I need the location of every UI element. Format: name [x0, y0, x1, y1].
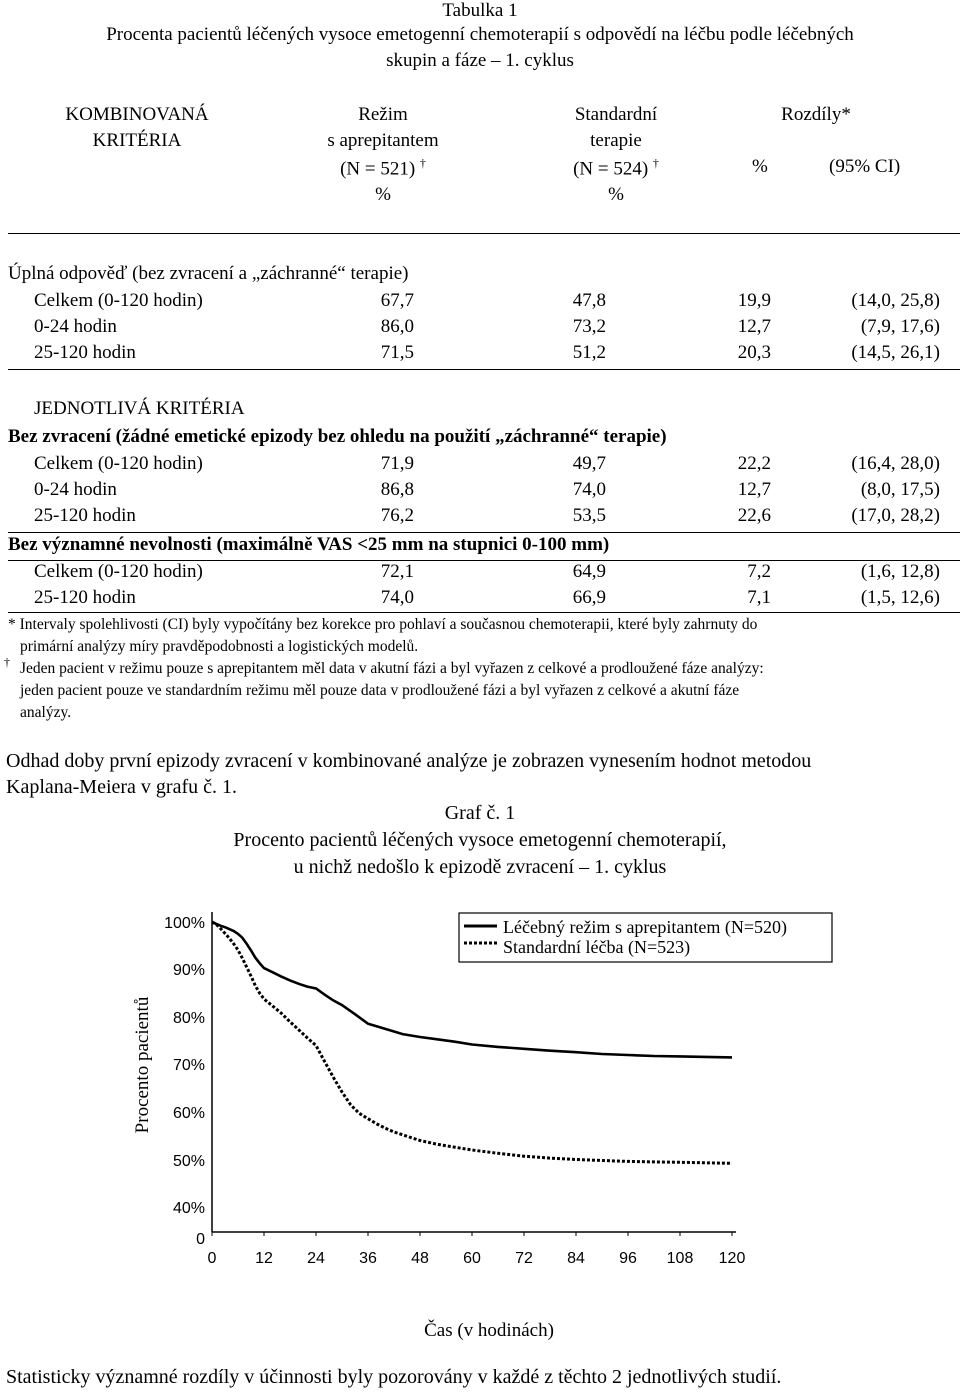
cell-standard: 49,7 — [572, 453, 606, 474]
x-tick-label: 48 — [411, 1250, 429, 1267]
footnote-ci: * Intervaly spolehlivosti (CI) byly vypočítány bez korekce pro pohlaví a současnou chemoterapii, které byly zahrnuty do — [8, 616, 758, 633]
y-tick-label: 60% — [172, 1105, 205, 1122]
cell-aprepitant: 71,9 — [380, 453, 414, 474]
row-label: 25-120 hodin — [34, 587, 136, 608]
graph-number: Graf č. 1 — [444, 802, 516, 824]
graph-title-line1: Procento pacientů léčených vysoce emetogenní chemoterapií, — [233, 829, 727, 851]
cell-standard: 47,8 — [572, 290, 606, 311]
col-standard-header-n: (N = 524) † — [573, 156, 659, 180]
col-aprepitant-header-unit: % — [375, 184, 391, 205]
footnote-ci-cont: primární analýzy míry pravděpodobnosti a logistických modelů. — [20, 638, 419, 655]
cell-standard: 74,0 — [572, 479, 606, 500]
table-title-line2: skupin a fáze – 1. cyklus — [386, 50, 574, 71]
section-individual-criteria-title: JEDNOTLIVÁ KRITÉRIA — [34, 398, 245, 419]
subsection-no-nausea-title: Bez významné nevolnosti (maximálně VAS <25 mm na stupnici 0-100 mm) — [8, 534, 610, 555]
cell-aprepitant: 72,1 — [380, 561, 414, 582]
col-difference-ci: (95% CI) — [829, 156, 901, 177]
cell-standard: 51,2 — [572, 342, 606, 363]
x-tick-label: 108 — [666, 1250, 694, 1267]
x-tick-label: 60 — [463, 1250, 481, 1267]
x-tick-label: 72 — [515, 1250, 533, 1267]
footnote-dagger-l1: Jeden pacient v režimu pouze s aprepitantem měl data v akutní fázi a byl vyřazen z celkové a prodloužené fáze analýzy: — [20, 660, 764, 677]
x-tick-label: 36 — [359, 1250, 377, 1267]
table-title-line1: Procenta pacientů léčených vysoce emetogenní chemoterapií s odpovědí na léčbu podle léčebných — [106, 24, 854, 45]
graph-title-line2: u nichž nedošlo k epizodě zvracení – 1. cyklus — [293, 856, 667, 878]
x-tick-label: 120 — [718, 1250, 746, 1267]
row-label: 25-120 hodin — [34, 505, 136, 526]
cell-aprepitant: 67,7 — [380, 290, 414, 311]
y-tick-label: 50% — [172, 1153, 205, 1170]
cell-difference: 7,2 — [747, 561, 771, 582]
col-difference-pct: % — [752, 156, 768, 177]
col-standard-header-l1: Standardní — [574, 104, 658, 125]
section-complete-response-title: Úplná odpověď (bez zvracení a „záchranné“ terapie) — [8, 263, 409, 284]
cell-standard: 64,9 — [572, 561, 606, 582]
cell-difference: 22,6 — [737, 505, 771, 526]
dagger-mark: † — [419, 156, 426, 170]
cell-aprepitant: 86,8 — [380, 479, 414, 500]
row-label: 25-120 hodin — [34, 342, 136, 363]
header-rule — [8, 233, 960, 234]
cell-ci: (14,0, 25,8) — [851, 290, 940, 311]
footnote-dagger-mark: † — [4, 655, 10, 669]
table-bottom-rule — [8, 612, 960, 613]
x-axis-label: Čas (v hodinách) — [424, 1320, 554, 1341]
y-axis-label: Procento pacientů — [132, 996, 153, 1134]
cell-aprepitant: 86,0 — [380, 316, 414, 337]
cell-standard: 73,2 — [572, 316, 606, 337]
col-aprepitant-header-n: (N = 521) † — [340, 156, 426, 180]
kaplan-meier-chart — [0, 880, 960, 1341]
cell-difference: 22,2 — [737, 453, 771, 474]
y-tick-label: 0 — [196, 1231, 205, 1248]
col-aprepitant-header-l2: s aprepitantem — [327, 130, 439, 151]
section1-rule — [8, 369, 960, 370]
cell-ci: (7,9, 17,6) — [860, 316, 940, 337]
row-label: Celkem (0-120 hodin) — [34, 453, 203, 474]
table-number: Tabulka 1 — [442, 0, 518, 21]
cell-difference: 20,3 — [737, 342, 771, 363]
x-tick-label: 0 — [207, 1250, 217, 1267]
col-standard-header-unit: % — [608, 184, 624, 205]
row-label: 0-24 hodin — [34, 479, 117, 500]
cell-ci: (8,0, 17,5) — [860, 479, 940, 500]
cell-ci: (1,5, 12,6) — [860, 587, 940, 608]
bottom-statement: Statisticky významné rozdíly v účinnosti byly pozorovány v každé z těchto 2 jednotlivých studií. — [6, 1366, 782, 1388]
cell-difference: 7,1 — [747, 587, 771, 608]
col-criteria-header-l2: KRITÉRIA — [92, 130, 182, 151]
cell-ci: (17,0, 28,2) — [851, 505, 940, 526]
col-aprepitant-header-l1: Režim — [358, 104, 408, 125]
col-standard-header-l2: terapie — [590, 130, 642, 151]
cell-difference: 19,9 — [737, 290, 771, 311]
paragraph-line1: Odhad doby první epizody zvracení v kombinované analýze je zobrazen vynesením hodnot metodou — [6, 750, 812, 772]
cell-aprepitant: 76,2 — [380, 505, 414, 526]
footnote-dagger-l2: jeden pacient pouze ve standardním režimu měl pouze data v prodloužené fázi a byl vyřazen z celkové a akutní fáze — [20, 682, 740, 699]
y-tick-label: 90% — [172, 962, 205, 979]
col-criteria-header-l1: KOMBINOVANÁ — [65, 104, 209, 125]
paragraph-line2: Kaplana-Meiera v grafu č. 1. — [6, 776, 237, 798]
row-label: Celkem (0-120 hodin) — [34, 290, 203, 311]
subsection1-rule — [8, 532, 960, 533]
y-tick-label: 40% — [172, 1200, 205, 1217]
cell-aprepitant: 71,5 — [380, 342, 414, 363]
subsection-no-emesis-title: Bez zvracení (žádné emetické epizody bez ohledu na použití „záchranné“ terapie) — [8, 426, 667, 447]
cell-difference: 12,7 — [737, 479, 771, 500]
y-tick-label: 100% — [164, 915, 205, 932]
cell-standard: 66,9 — [572, 587, 606, 608]
cell-standard: 53,5 — [572, 505, 606, 526]
cell-ci: (16,4, 28,0) — [851, 453, 940, 474]
legend-label-aprepitant: Léčebný režim s aprepitantem (N=520) — [503, 917, 788, 937]
row-label: Celkem (0-120 hodin) — [34, 561, 203, 582]
cell-ci: (1,6, 12,8) — [860, 561, 940, 582]
cell-aprepitant: 74,0 — [380, 587, 414, 608]
dagger-mark: † — [652, 156, 659, 170]
row-label: 0-24 hodin — [34, 316, 117, 337]
y-tick-label: 70% — [172, 1057, 205, 1074]
x-tick-label: 12 — [255, 1250, 273, 1267]
x-tick-label: 84 — [567, 1250, 585, 1267]
cell-ci: (14,5, 26,1) — [851, 342, 940, 363]
x-tick-label: 24 — [307, 1250, 325, 1267]
y-tick-label: 80% — [172, 1010, 205, 1027]
x-tick-label: 96 — [619, 1250, 637, 1267]
col-difference-header: Rozdíly* — [781, 104, 851, 125]
footnote-dagger-l3: analýzy. — [20, 704, 72, 721]
cell-difference: 12,7 — [737, 316, 771, 337]
legend-label-standard: Standardní léčba (N=523) — [503, 937, 691, 957]
